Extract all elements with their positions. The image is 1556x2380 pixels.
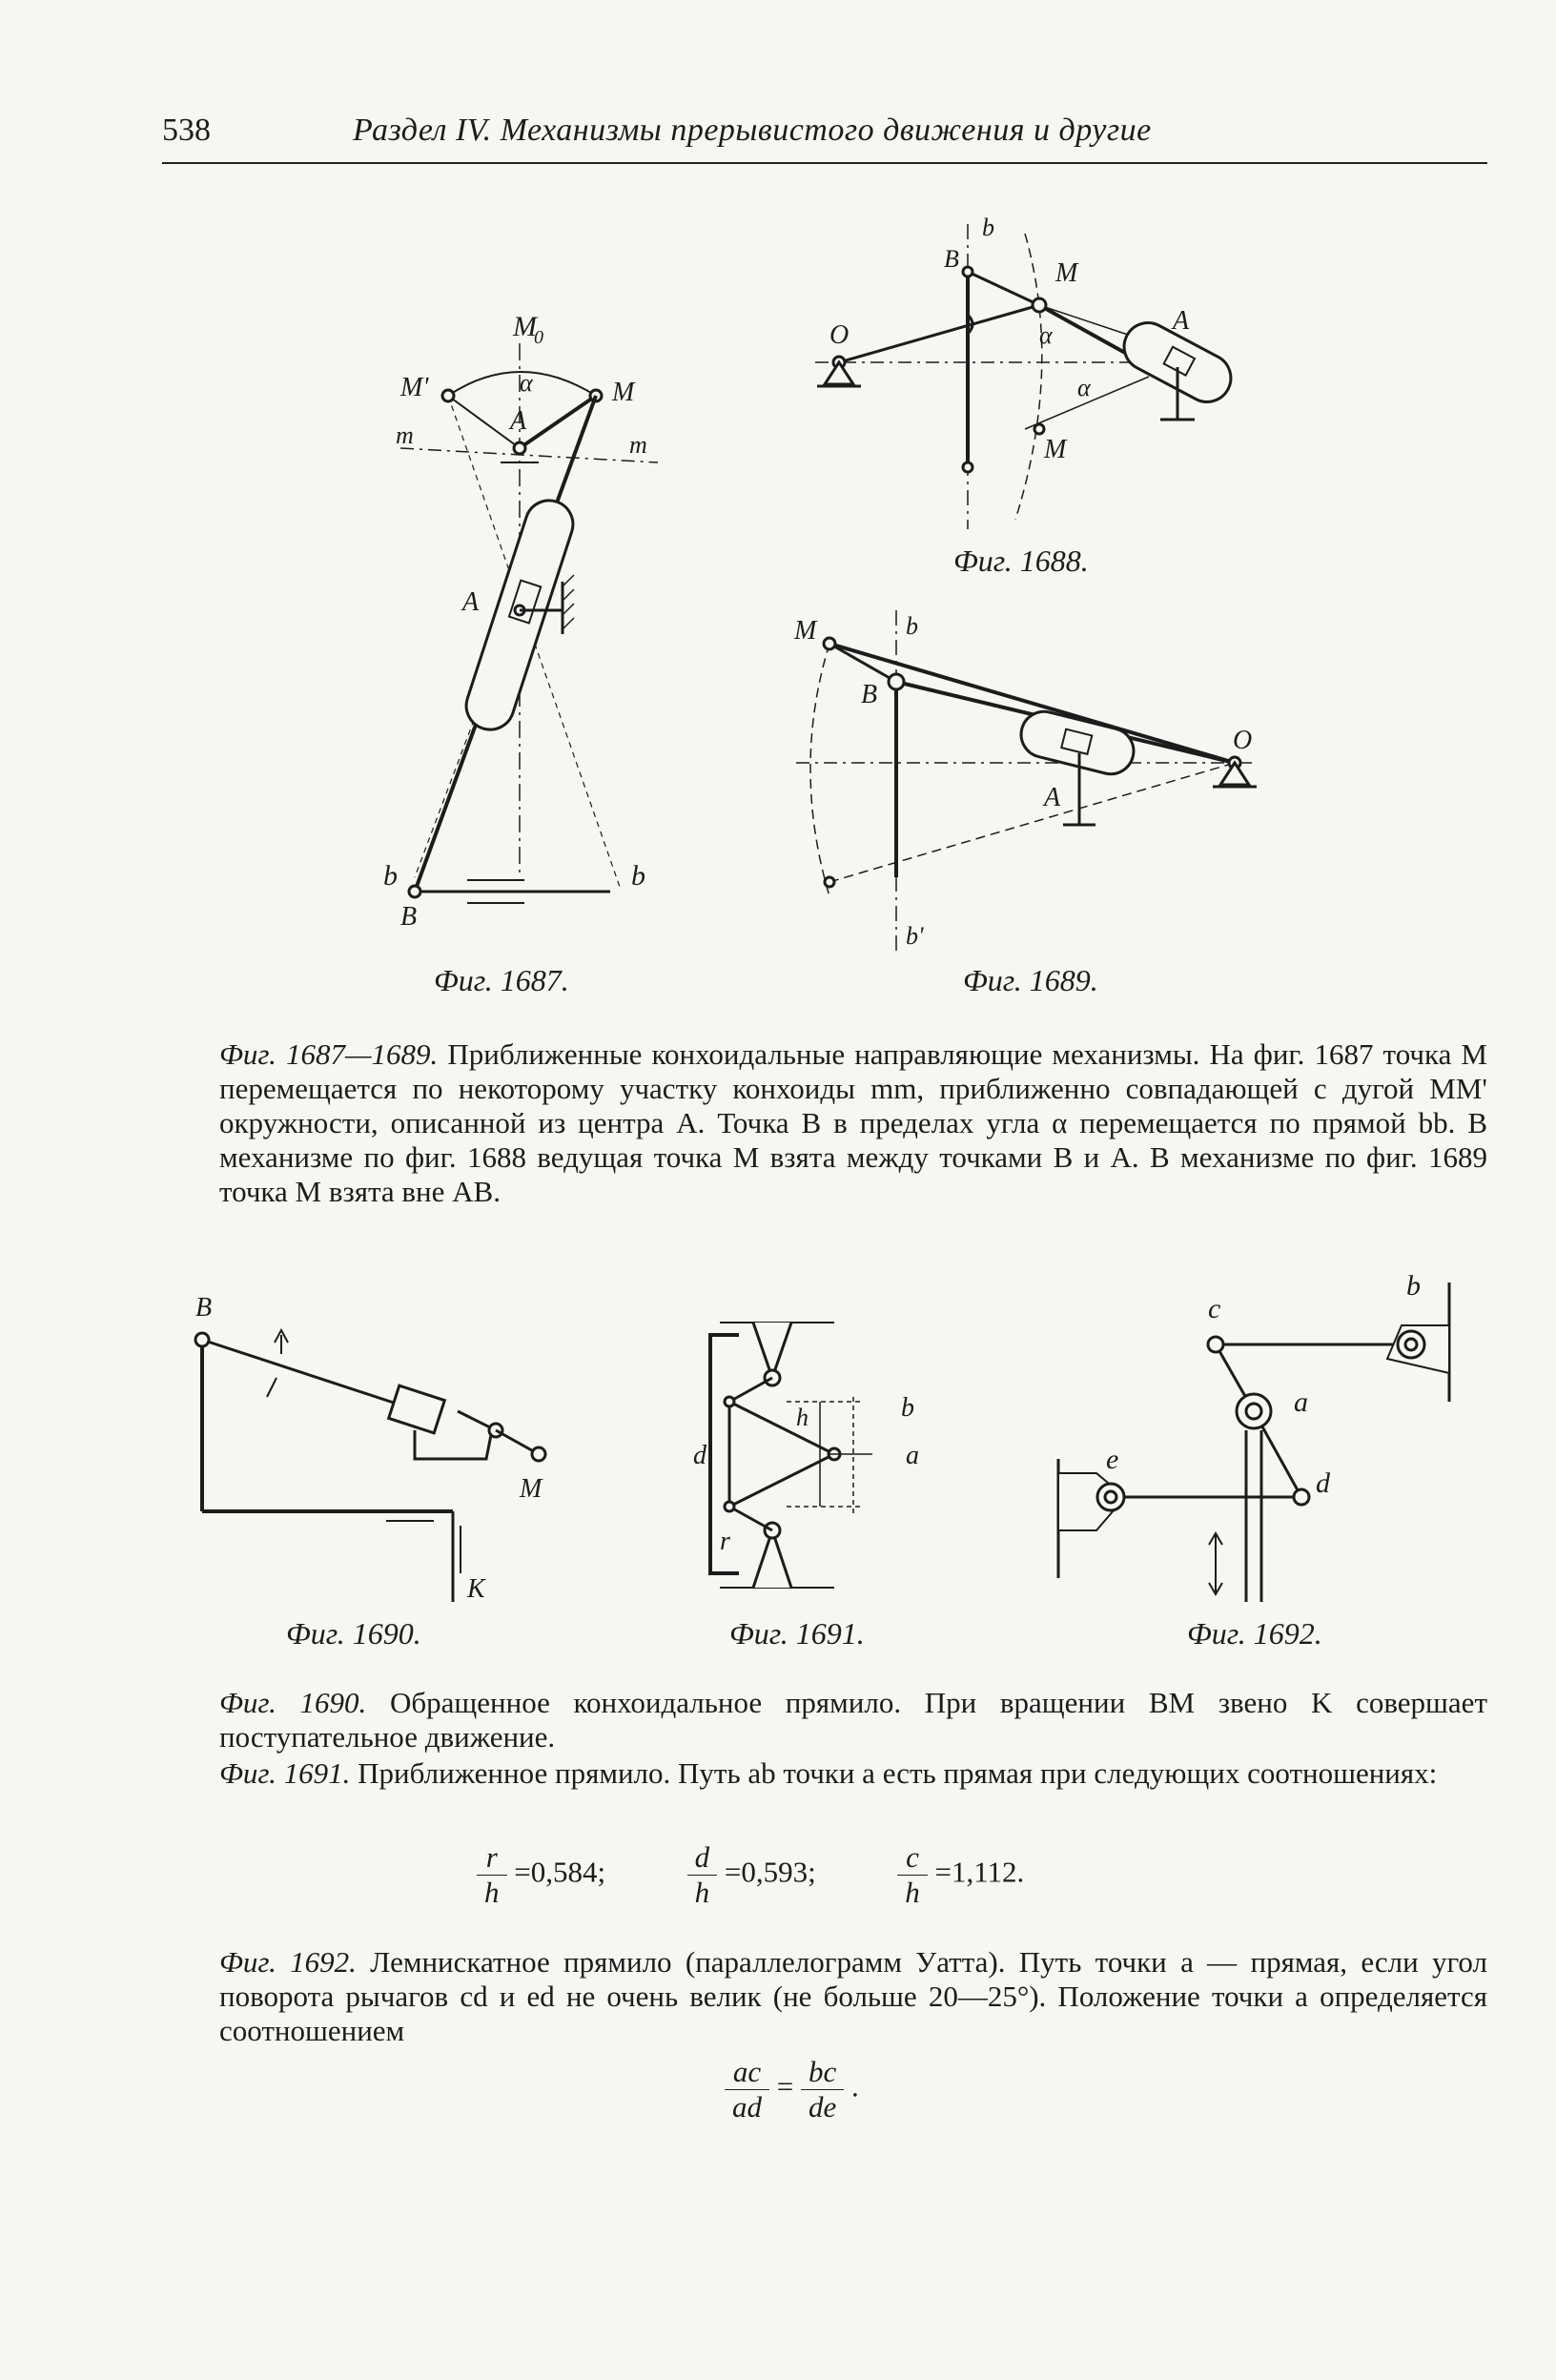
fraction-d-h <box>687 1840 718 1910</box>
label-M-bottom: M <box>1044 435 1067 464</box>
label-B: B <box>400 902 418 932</box>
formula-ratios <box>477 1840 1024 1910</box>
label-b: b <box>982 215 994 241</box>
fraction-num: d <box>687 1840 718 1876</box>
page-header <box>162 113 1487 164</box>
label-B: B <box>944 245 959 273</box>
caption-1692: Фиг. 1692. <box>1187 1616 1322 1651</box>
ratio-r-value: =0,584; <box>514 1855 606 1889</box>
figure-1691-labels <box>682 1311 968 1607</box>
fraction-den: h <box>905 1876 920 1909</box>
label-b-prime: b' <box>906 922 924 950</box>
fraction-den: h <box>694 1876 710 1909</box>
paragraph-1690-title: Фиг. 1690. <box>219 1686 367 1719</box>
figure-1689-labels <box>787 605 1282 958</box>
caption-1690: Фиг. 1690. <box>286 1616 421 1651</box>
label-O: O <box>829 320 850 350</box>
label-b-right: b <box>631 860 645 892</box>
fraction-den: de <box>808 2090 837 2124</box>
label-c: c <box>1208 1293 1221 1324</box>
label-A: A <box>1173 306 1190 336</box>
paragraph-1692 <box>219 1945 1487 2048</box>
fraction-den: ad <box>732 2090 762 2124</box>
paragraph-1691-body: Приближенное прямило. Путь ab точки a есть прямая при следующих соотношениях: <box>350 1756 1438 1790</box>
label-M0-sub: 0 <box>534 327 543 348</box>
label-b-left: b <box>383 860 398 892</box>
label-K: K <box>467 1574 485 1602</box>
fraction-num: c <box>897 1840 928 1876</box>
fraction-num: r <box>477 1840 507 1876</box>
fraction-num: ac <box>725 2055 769 2090</box>
figure-1688-labels <box>806 215 1244 539</box>
label-b: b <box>1406 1270 1421 1302</box>
label-O: O <box>1233 726 1253 755</box>
fraction-den: h <box>484 1876 500 1909</box>
label-M: M <box>794 616 817 646</box>
figure-1688 <box>806 215 1244 539</box>
caption-1689: Фиг. 1689. <box>963 963 1098 997</box>
figure-1689 <box>787 605 1282 958</box>
figure-1690-labels <box>172 1287 572 1602</box>
paragraph-1687-1689 <box>219 1037 1487 1209</box>
label-h: h <box>796 1404 809 1431</box>
paragraph-1691-title: Фиг. 1691. <box>219 1756 351 1790</box>
figure-1687 <box>372 305 686 934</box>
figure-1690 <box>172 1287 572 1602</box>
paragraph-1687-1689-body: Приближенные конхоидальные направляющие механизмы. На фиг. 1687 точка M перемещается по некоторому участку конхоиды mm, приближенно совпадающей с дугой MM' окружности, описанной из центра A. Точка B в пределах угла α перемещается по прямой bb. В механизме по фиг. 1688 ведущая точка M взята между точками B и A. В механизме по фиг. 1689 точка M взята вне AB. <box>219 1037 1487 1208</box>
equals-sign: = <box>776 2069 794 2103</box>
paragraph-1690-body: Обращенное конхоидальное прямило. При вращении BM звено K совершает поступательное движение. <box>219 1686 1487 1754</box>
caption-1691: Фиг. 1691. <box>729 1616 865 1651</box>
label-A-top: A <box>510 406 527 436</box>
fraction-bc-de <box>801 2055 844 2124</box>
fraction-c-h <box>897 1840 928 1910</box>
fraction-ac-ad <box>725 2055 769 2124</box>
label-B: B <box>861 680 878 709</box>
caption-1688: Фиг. 1688. <box>953 544 1089 578</box>
label-b: b <box>901 1393 914 1423</box>
label-M-top: M <box>1055 258 1078 288</box>
label-M: M <box>520 1474 543 1504</box>
caption-1687: Фиг. 1687. <box>434 963 569 997</box>
label-alpha-1: α <box>1039 321 1053 349</box>
formula-watt <box>725 2055 859 2124</box>
figure-1691 <box>682 1311 968 1607</box>
label-d: d <box>1316 1467 1330 1499</box>
page-number: 538 <box>162 113 211 148</box>
label-r: r <box>720 1527 730 1556</box>
paragraph-1690 <box>219 1686 1487 1754</box>
label-A-mid: A <box>462 587 480 617</box>
paragraph-1687-1689-title: Фиг. 1687—1689. <box>219 1037 439 1071</box>
fraction-num: bc <box>801 2055 844 2090</box>
label-m-left: m <box>396 421 414 449</box>
running-head: Раздел IV. Механизмы прерывистого движения и другие <box>353 113 1152 148</box>
figure-1687-labels <box>372 305 686 934</box>
label-a: a <box>906 1441 919 1470</box>
label-M-prime: M' <box>400 373 429 402</box>
paragraph-1692-body: Лемнискатное прямило (параллелограмм Уатта). Путь точки a — прямая, если угол поворота рычагов cd и ed не очень велик (не больше 20—25°). Положение точки a определяется соотношением <box>219 1945 1487 2047</box>
label-b: b <box>906 612 918 640</box>
label-A: A <box>1044 783 1061 812</box>
label-M0: M <box>513 311 537 342</box>
ratio-c-value: =1,112. <box>934 1855 1025 1889</box>
label-alpha: α <box>520 369 533 397</box>
label-alpha-2: α <box>1077 374 1091 401</box>
paragraph-1691 <box>219 1756 1487 1791</box>
label-a: a <box>1294 1386 1308 1418</box>
figure-1692 <box>1044 1268 1473 1611</box>
figure-1692-labels <box>1044 1268 1473 1611</box>
label-d: d <box>693 1441 706 1470</box>
ratio-d-value: =0,593; <box>724 1855 816 1889</box>
formula-end-period: . <box>851 2069 859 2103</box>
fraction-r-h <box>477 1840 507 1910</box>
paragraph-1692-title: Фиг. 1692. <box>219 1945 357 1979</box>
label-m-right: m <box>629 431 647 459</box>
label-M: M <box>612 378 635 407</box>
label-e: e <box>1106 1444 1119 1475</box>
label-B: B <box>195 1293 213 1323</box>
